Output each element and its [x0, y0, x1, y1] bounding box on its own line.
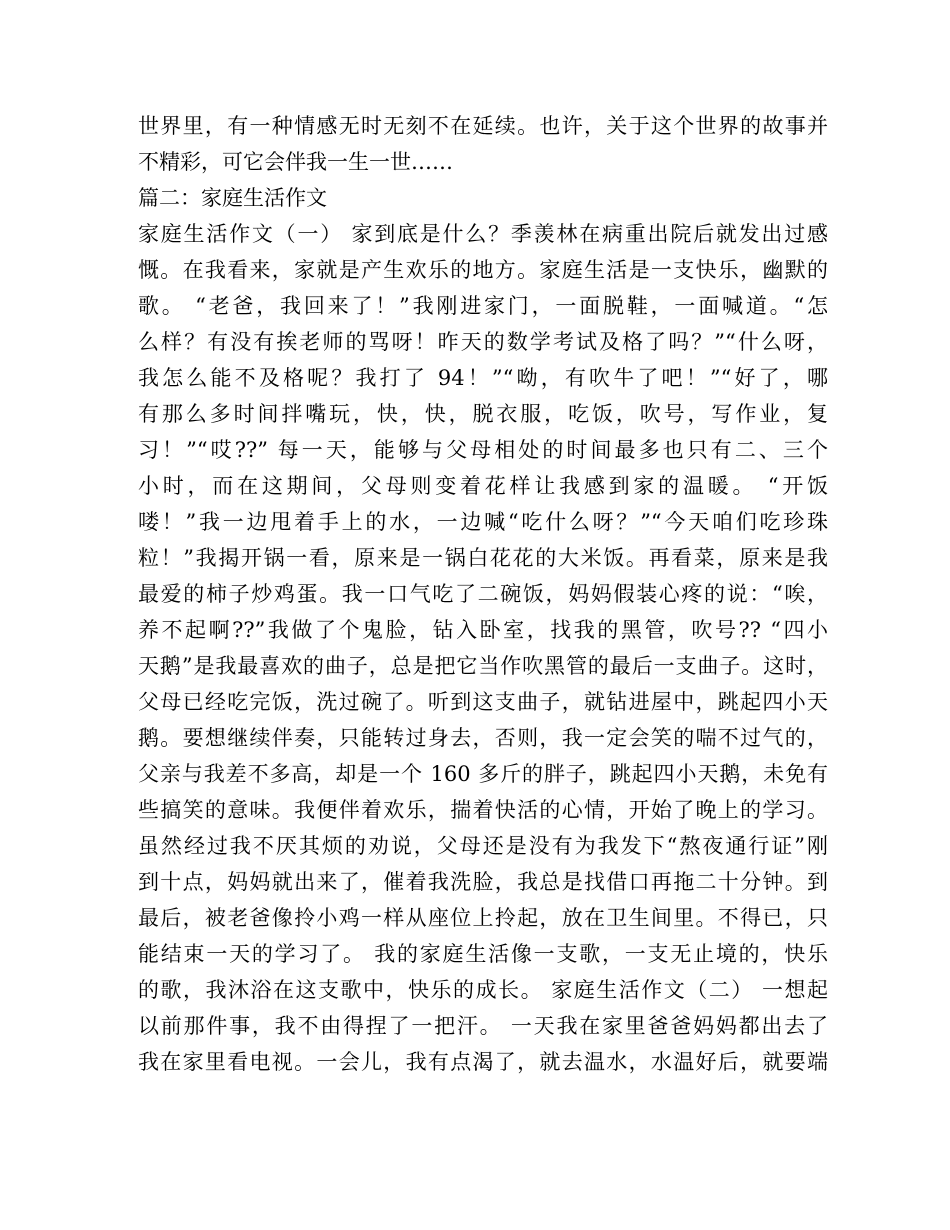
text-line: 最爱的柿子炒鸡蛋。我一口气吃了二碗饭，妈妈假装心疼的说：“唉，: [138, 582, 828, 606]
text-line: 的歌，我沐浴在这支歌中，快乐的成长。 家庭生活作文（二） 一想起: [138, 978, 828, 1002]
text-line: 小时，而在这期间，父母则变着花样让我感到家的温暖。 “开饭: [138, 474, 828, 498]
text-line: 些搞笑的意味。我便伴着欢乐，揣着快活的心情，开始了晚上的学习。: [138, 798, 828, 822]
text-line: 能结束一天的学习了。 我的家庭生活像一支歌，一支无止境的，快乐: [138, 942, 828, 966]
document-page: [138, 108, 828, 1080]
text-line: 以前那件事，我不由得捏了一把汗。 一天我在家里爸爸妈妈都出去了: [138, 1014, 828, 1038]
text-line: 家庭生活作文（一） 家到底是什么？季羡林在病重出院后就发出过感: [138, 222, 828, 246]
text-line: 养不起啊??”我做了个鬼脸，钻入卧室，找我的黑管，吹号?? “四小: [138, 618, 828, 642]
text-line: 粒！”我揭开锅一看，原来是一锅白花花的大米饭。再看菜，原来是我: [138, 546, 828, 570]
text-line: 我怎么能不及格呢？我打了 94！”“呦，有吹牛了吧！”“好了，哪: [138, 366, 828, 390]
text-line: 喽！”我一边甩着手上的水，一边喊“吃什么呀？”“今天咱们吃珍珠: [138, 510, 828, 534]
text-line: 不精彩，可它会伴我一生一世……: [138, 150, 453, 174]
text-line: 天鹅”是我最喜欢的曲子，总是把它当作吹黑管的最后一支曲子。这时，: [138, 654, 828, 678]
text-line: 到十点，妈妈就出来了，催着我洗脸，我总是找借口再拖二十分钟。到: [138, 870, 828, 894]
text-line: 父亲与我差不多高，却是一个 160 多斤的胖子，跳起四小天鹅，未免有: [138, 762, 828, 786]
text-line: 父母已经吃完饭，洗过碗了。听到这支曲子，就钻进屋中，跳起四小天: [138, 690, 828, 714]
text-line: 最后，被老爸像拎小鸡一样从座位上拎起，放在卫生间里。不得已，只: [138, 906, 828, 930]
text-line: 么样？有没有挨老师的骂呀！昨天的数学考试及格了吗？”“什么呀，: [138, 330, 828, 354]
section-heading: 篇二：家庭生活作文: [138, 186, 327, 210]
text-line: 歌。 “老爸，我回来了！”我刚进家门，一面脱鞋，一面喊道。“怎: [138, 294, 828, 318]
text-line: 慨。在我看来，家就是产生欢乐的地方。家庭生活是一支快乐，幽默的: [138, 258, 828, 282]
text-line: 鹅。要想继续伴奏，只能转过身去，否则，我一定会笑的喘不过气的，: [138, 726, 828, 750]
text-line: 有那么多时间拌嘴玩，快，快，脱衣服，吃饭，吹号，写作业，复: [138, 402, 828, 426]
text-line: 世界里，有一种情感无时无刻不在延续。也许，关于这个世界的故事并: [138, 114, 828, 138]
text-line: 我在家里看电视。一会儿，我有点渴了，就去温水，水温好后，就要端: [138, 1050, 828, 1074]
text-line: 习！”“哎??” 每一天，能够与父母相处的时间最多也只有二、三个: [138, 438, 828, 462]
text-line: 虽然经过我不厌其烦的劝说，父母还是没有为我发下“熬夜通行证”刚: [138, 834, 828, 858]
